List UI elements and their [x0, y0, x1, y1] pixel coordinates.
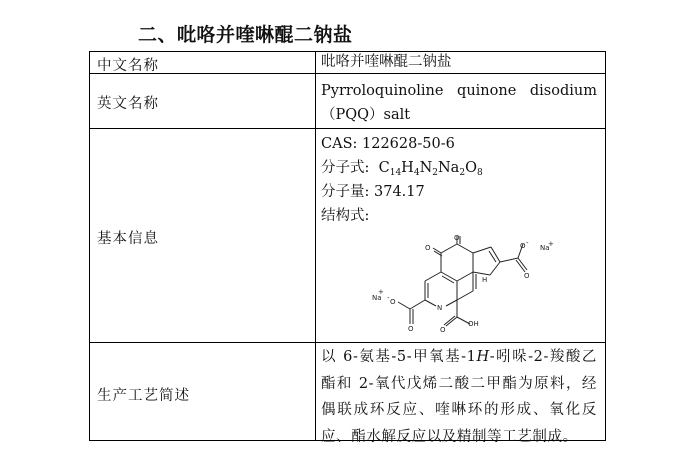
- label-production-process: 生产工艺简述: [97, 388, 190, 404]
- value-english-name: [321, 79, 597, 127]
- formula-element: Na: [437, 160, 460, 176]
- production-text-italic: H: [476, 349, 490, 365]
- formula-label: 分子式:: [321, 160, 370, 176]
- atom-oxygen: O: [390, 298, 396, 306]
- atom-oxygen: O: [425, 244, 431, 252]
- english-name-word: Pyrroloquinoline: [321, 83, 444, 99]
- molecular-weight: 分子量: 374.17: [321, 184, 425, 200]
- formula-element: C: [378, 160, 390, 176]
- atom-oxygen: O: [520, 242, 526, 250]
- label-english-name: 英文名称: [97, 96, 159, 112]
- atom-charge-minus: -: [387, 294, 390, 302]
- structural-formula: [372, 234, 605, 344]
- value-chinese-name: 吡咯并喹啉醌二钠盐: [321, 54, 452, 70]
- label-basic-info: 基本信息: [97, 231, 159, 247]
- info-table: [89, 51, 606, 445]
- formula-count: 4: [413, 168, 420, 178]
- atom-charge-plus: +: [548, 240, 554, 248]
- production-text: 以 6-氨基-5-甲氧基-1: [321, 349, 477, 365]
- molecular-formula: [321, 156, 597, 180]
- atom-oxygen: O: [524, 272, 530, 280]
- sodium-ion: Na: [372, 294, 382, 302]
- english-name-word: quinone: [457, 83, 517, 99]
- english-name-word: disodium: [529, 83, 597, 99]
- formula-element: H: [401, 160, 414, 176]
- structure-label: 结构式:: [321, 208, 370, 224]
- value-production-process: [321, 344, 597, 450]
- formula-count: 8: [476, 168, 483, 178]
- atom-oxygen: O: [408, 325, 414, 333]
- production-text: -吲哚-2-羧酸乙酯和 2-氧代戊烯二酸二甲酯为原料，经偶联成环反应、喹啉环的形成、氧化反应、酯水解反应以及精制等工艺制成。: [321, 349, 597, 445]
- atom-pyrrole-nh: H: [482, 276, 488, 284]
- sodium-ion: Na: [540, 244, 550, 252]
- section-heading: 二、吡咯并喹啉醌二钠盐: [138, 24, 353, 46]
- atom-charge-minus: -: [526, 239, 529, 247]
- atom-hydroxyl: OH: [468, 320, 479, 328]
- value-basic-info: [321, 132, 597, 228]
- atom-oxygen: O: [454, 234, 460, 242]
- atom-nitrogen: N: [437, 304, 443, 312]
- label-chinese-name: 中文名称: [97, 58, 159, 74]
- formula-count: 2: [432, 168, 438, 178]
- cas-number: CAS: 122628-50-6: [321, 136, 455, 152]
- table-row-divider: [90, 128, 605, 129]
- atom-charge-plus: +: [378, 288, 384, 296]
- formula-element: N: [419, 160, 433, 176]
- table-column-divider: [315, 52, 316, 440]
- atom-oxygen: O: [440, 326, 446, 334]
- table-row-divider: [90, 73, 605, 74]
- english-name-line2: （PQQ）salt: [321, 107, 411, 123]
- formula-element: O: [465, 160, 477, 176]
- formula-count: 2: [459, 168, 466, 178]
- formula-count: 14: [389, 168, 402, 178]
